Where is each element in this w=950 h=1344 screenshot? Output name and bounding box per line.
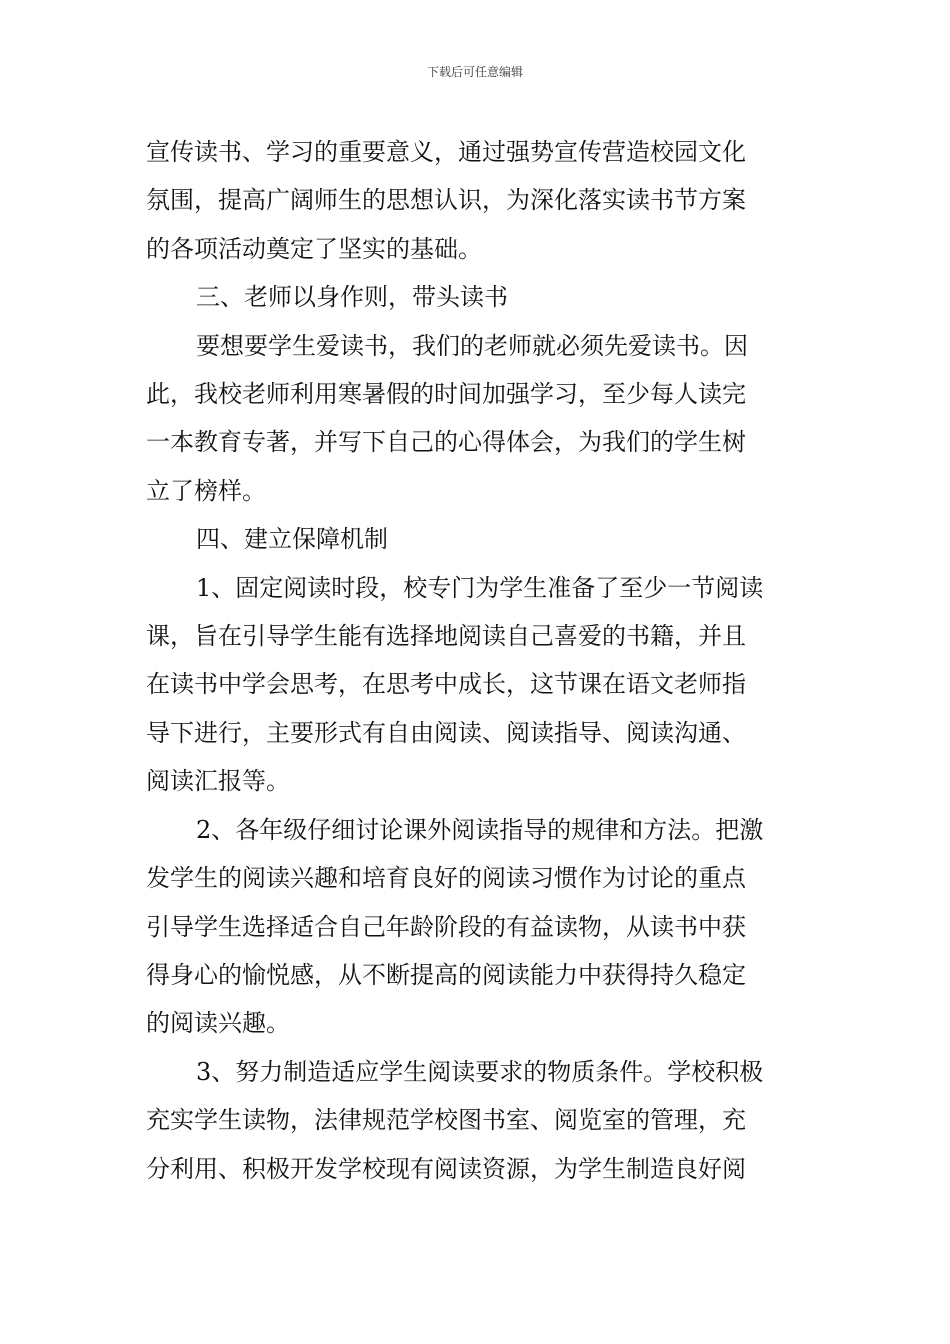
text-line: 课，旨在引导学生能有选择地阅读自己喜爱的书籍，并且	[146, 622, 746, 651]
text-line: 导下进行，主要形式有自由阅读、阅读指导、阅读沟通、	[146, 718, 746, 747]
text-line: 的阅读兴趣。	[146, 1009, 290, 1038]
paragraph	[146, 128, 811, 273]
text-line: 阅读汇报等。	[146, 767, 290, 796]
text-line: 得身心的愉悦感，从不断提高的阅读能力中获得持久稳定	[146, 960, 746, 989]
text-line: 立了榜样。	[146, 476, 266, 505]
text-line: 宣传读书、学习的重要意义，通过强势宣传营造校园文化	[146, 138, 746, 166]
text-line: 氛围，提高广阔师生的思想认识，为深化落实读书节方案	[146, 186, 746, 215]
text-line: 一本教育专著，并写下自己的心得体会，为我们的学生树	[146, 428, 746, 457]
paragraph	[146, 564, 811, 806]
text-line: 此，我校老师利用寒暑假的时间加强学习，至少每人读完	[146, 380, 746, 409]
text-line: 2、各年级仔细讨论课外阅读指导的规律和方法。把激	[196, 815, 764, 844]
text-line: 1、固定阅读时段，校专门为学生准备了至少一节阅读	[196, 573, 764, 602]
text-line: 分利用、积极开发学校现有阅读资源，为学生制造良好阅	[146, 1154, 746, 1183]
text-line: 四、建立保障机制	[196, 525, 388, 554]
text-line: 三、老师以身作则，带头读书	[196, 283, 508, 312]
page-header: 下载后可任意编辑	[426, 65, 523, 79]
text-line: 要想要学生爱读书，我们的老师就必须先爱读书。因	[196, 331, 748, 360]
text-line: 发学生的阅读兴趣和培育良好的阅读习惯作为讨论的重点	[146, 864, 746, 893]
text-line: 的各项活动奠定了坚实的基础。	[146, 234, 482, 263]
paragraph	[146, 322, 811, 516]
text-line: 在读书中学会思考，在思考中成长，这节课在语文老师指	[146, 670, 746, 699]
paragraph	[146, 1048, 811, 1193]
text-line: 引导学生选择适合自己年龄阶段的有益读物，从读书中获	[146, 912, 746, 941]
paragraph	[146, 806, 811, 1048]
paragraph	[146, 273, 811, 321]
paragraph	[146, 515, 811, 563]
text-line: 3、努力制造适应学生阅读要求的物质条件。学校积极	[196, 1057, 764, 1086]
document-body	[146, 128, 811, 1193]
text-line: 充实学生读物，法律规范学校图书室、阅览室的管理，充	[146, 1106, 746, 1135]
